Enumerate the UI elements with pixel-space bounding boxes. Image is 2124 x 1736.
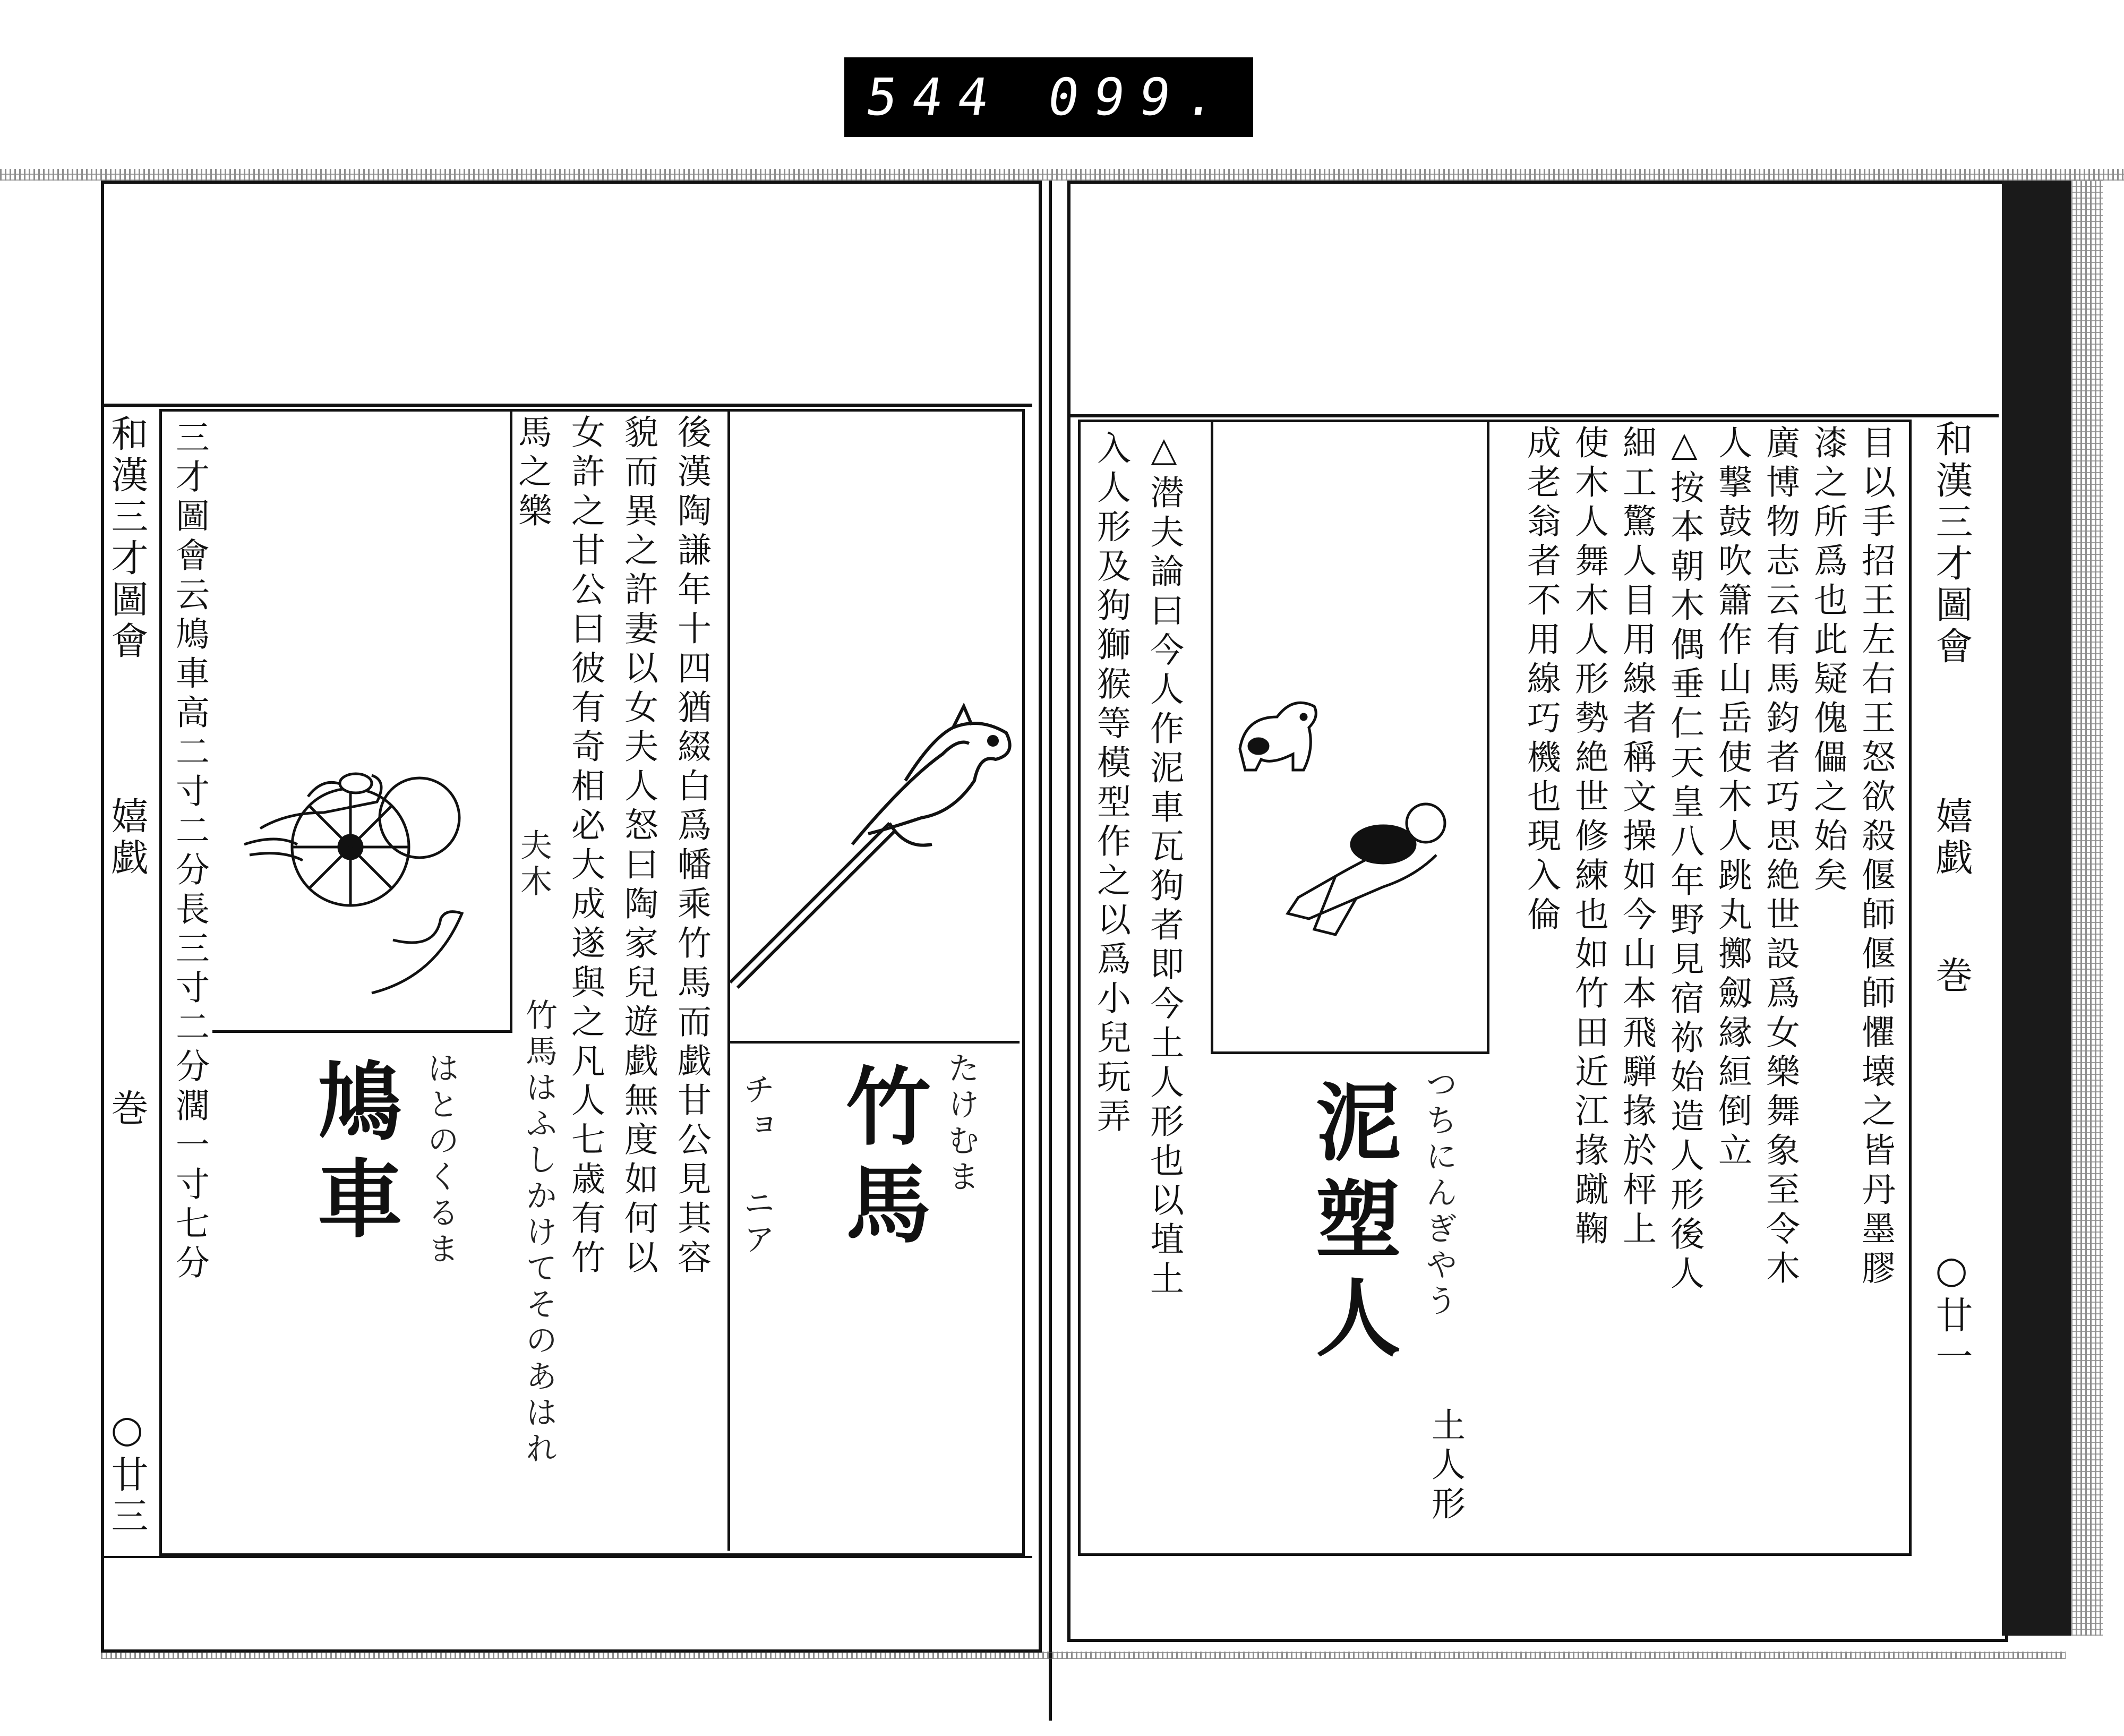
- dove-cart-illustration-box: [212, 409, 512, 1033]
- left-entry2-text-col-4: 馬之樂: [512, 414, 552, 532]
- scan-artifact-band: [0, 169, 2124, 181]
- left-entry2-text-col-2: 貌而異之許妻以女夫人怒曰陶家兒遊戯無度如何以: [619, 414, 658, 1279]
- left-entry1-gloss: はとのくるま: [422, 1051, 459, 1268]
- left-page-bottom-rule: [104, 1556, 1032, 1558]
- left-entry2-text-col-1: 後漢陶謙年十四猶綴白爲幡乘竹馬而戯甘公見其容: [672, 414, 711, 1279]
- right-entry1-title: 泥塑人: [1301, 1078, 1401, 1371]
- right-body-col-5: △按本朝木偶垂仁天皇八年野見宿祢始造人形後人: [1665, 425, 1704, 1295]
- right-section-label: 嬉戯: [1930, 797, 1973, 879]
- right-page-top-rule: [1070, 414, 1999, 417]
- left-running-header: 和漢三才圖會: [105, 414, 149, 663]
- left-section-label: 嬉戯: [105, 797, 149, 879]
- right-body-col-2: 漆之所爲也此疑傀儡之始矣: [1808, 425, 1847, 896]
- left-entry2-poem: 竹馬はふしかけてそのあはれ: [520, 998, 558, 1468]
- right-entry1-reading: 土人形: [1426, 1407, 1465, 1525]
- left-volume-label: 巻: [105, 1089, 149, 1130]
- left-entry2-title: 竹馬: [832, 1062, 931, 1258]
- right-entry1-gloss: つちにんぎやう: [1420, 1067, 1458, 1320]
- right-volume-label: 巻: [1930, 956, 1973, 997]
- right-body-col-7: 使木人舞木人形勢絶世修練也如竹田近江掾蹴鞠: [1569, 425, 1608, 1250]
- right-body-col-4: 人撃鼓吹簫作山岳使木人跳丸擲劔縁絙倒立: [1712, 425, 1752, 1171]
- bamboo-horse-icon: [730, 409, 1020, 1041]
- right-entry1-text-col-1: △潜夫論曰今人作泥車瓦狗者即今土人形也以埴土: [1144, 430, 1184, 1300]
- right-entry1-text-col-2: 入人形及狗獅猴等模型作之以爲小兒玩弄: [1091, 430, 1130, 1138]
- left-folio-number: ○廿三: [105, 1407, 149, 1538]
- right-body-col-6: 細工驚人目用線者稱文操如今山本飛騨掾於枰上: [1617, 425, 1656, 1250]
- right-running-header: 和漢三才圖會: [1930, 420, 1973, 668]
- right-body-col-3: 廣博物志云有馬鈞者巧思絶世設爲女樂舞象至令木: [1760, 425, 1800, 1289]
- center-gutter-line: [1049, 181, 1052, 1721]
- clay-doll-icon: [1213, 420, 1487, 1051]
- left-entry2-reading: チョ ニア: [738, 1073, 775, 1259]
- left-entry1-text: 三才圖會云鳩車高二寸二分長三寸二分濶一寸七分: [170, 420, 209, 1284]
- left-entry2-poem-source: 夫木: [515, 828, 552, 901]
- film-label-left: 544: [862, 67, 1008, 127]
- left-entry2-text-col-3: 女許之甘公曰彼有奇相必大成遂與之凡人七歳有竹: [566, 414, 605, 1279]
- right-body-col-1: 目以手招王左右王怒欲殺偃師偃師懼壊之皆丹墨膠: [1856, 425, 1895, 1289]
- film-frame-label: [844, 57, 1253, 137]
- bottom-scan-artifact: [101, 1652, 2066, 1659]
- left-entry2-gloss: たけむま: [943, 1051, 980, 1196]
- right-body-col-8: 成老翁者不用線巧機也現入倫: [1521, 425, 1561, 936]
- left-entry1-title: 鳩車: [303, 1057, 403, 1252]
- dove-cart-icon: [212, 409, 510, 1030]
- right-binding-spine: [2002, 181, 2071, 1636]
- left-page-top-rule: [104, 404, 1032, 407]
- film-label-right: 099.: [1044, 67, 1235, 127]
- right-spine-shadow: [2071, 181, 2103, 1636]
- clay-doll-illustration-box: [1211, 420, 1489, 1054]
- right-folio-number: ○廿一: [1930, 1248, 1973, 1379]
- bamboo-horse-illustration-box: [730, 409, 1020, 1044]
